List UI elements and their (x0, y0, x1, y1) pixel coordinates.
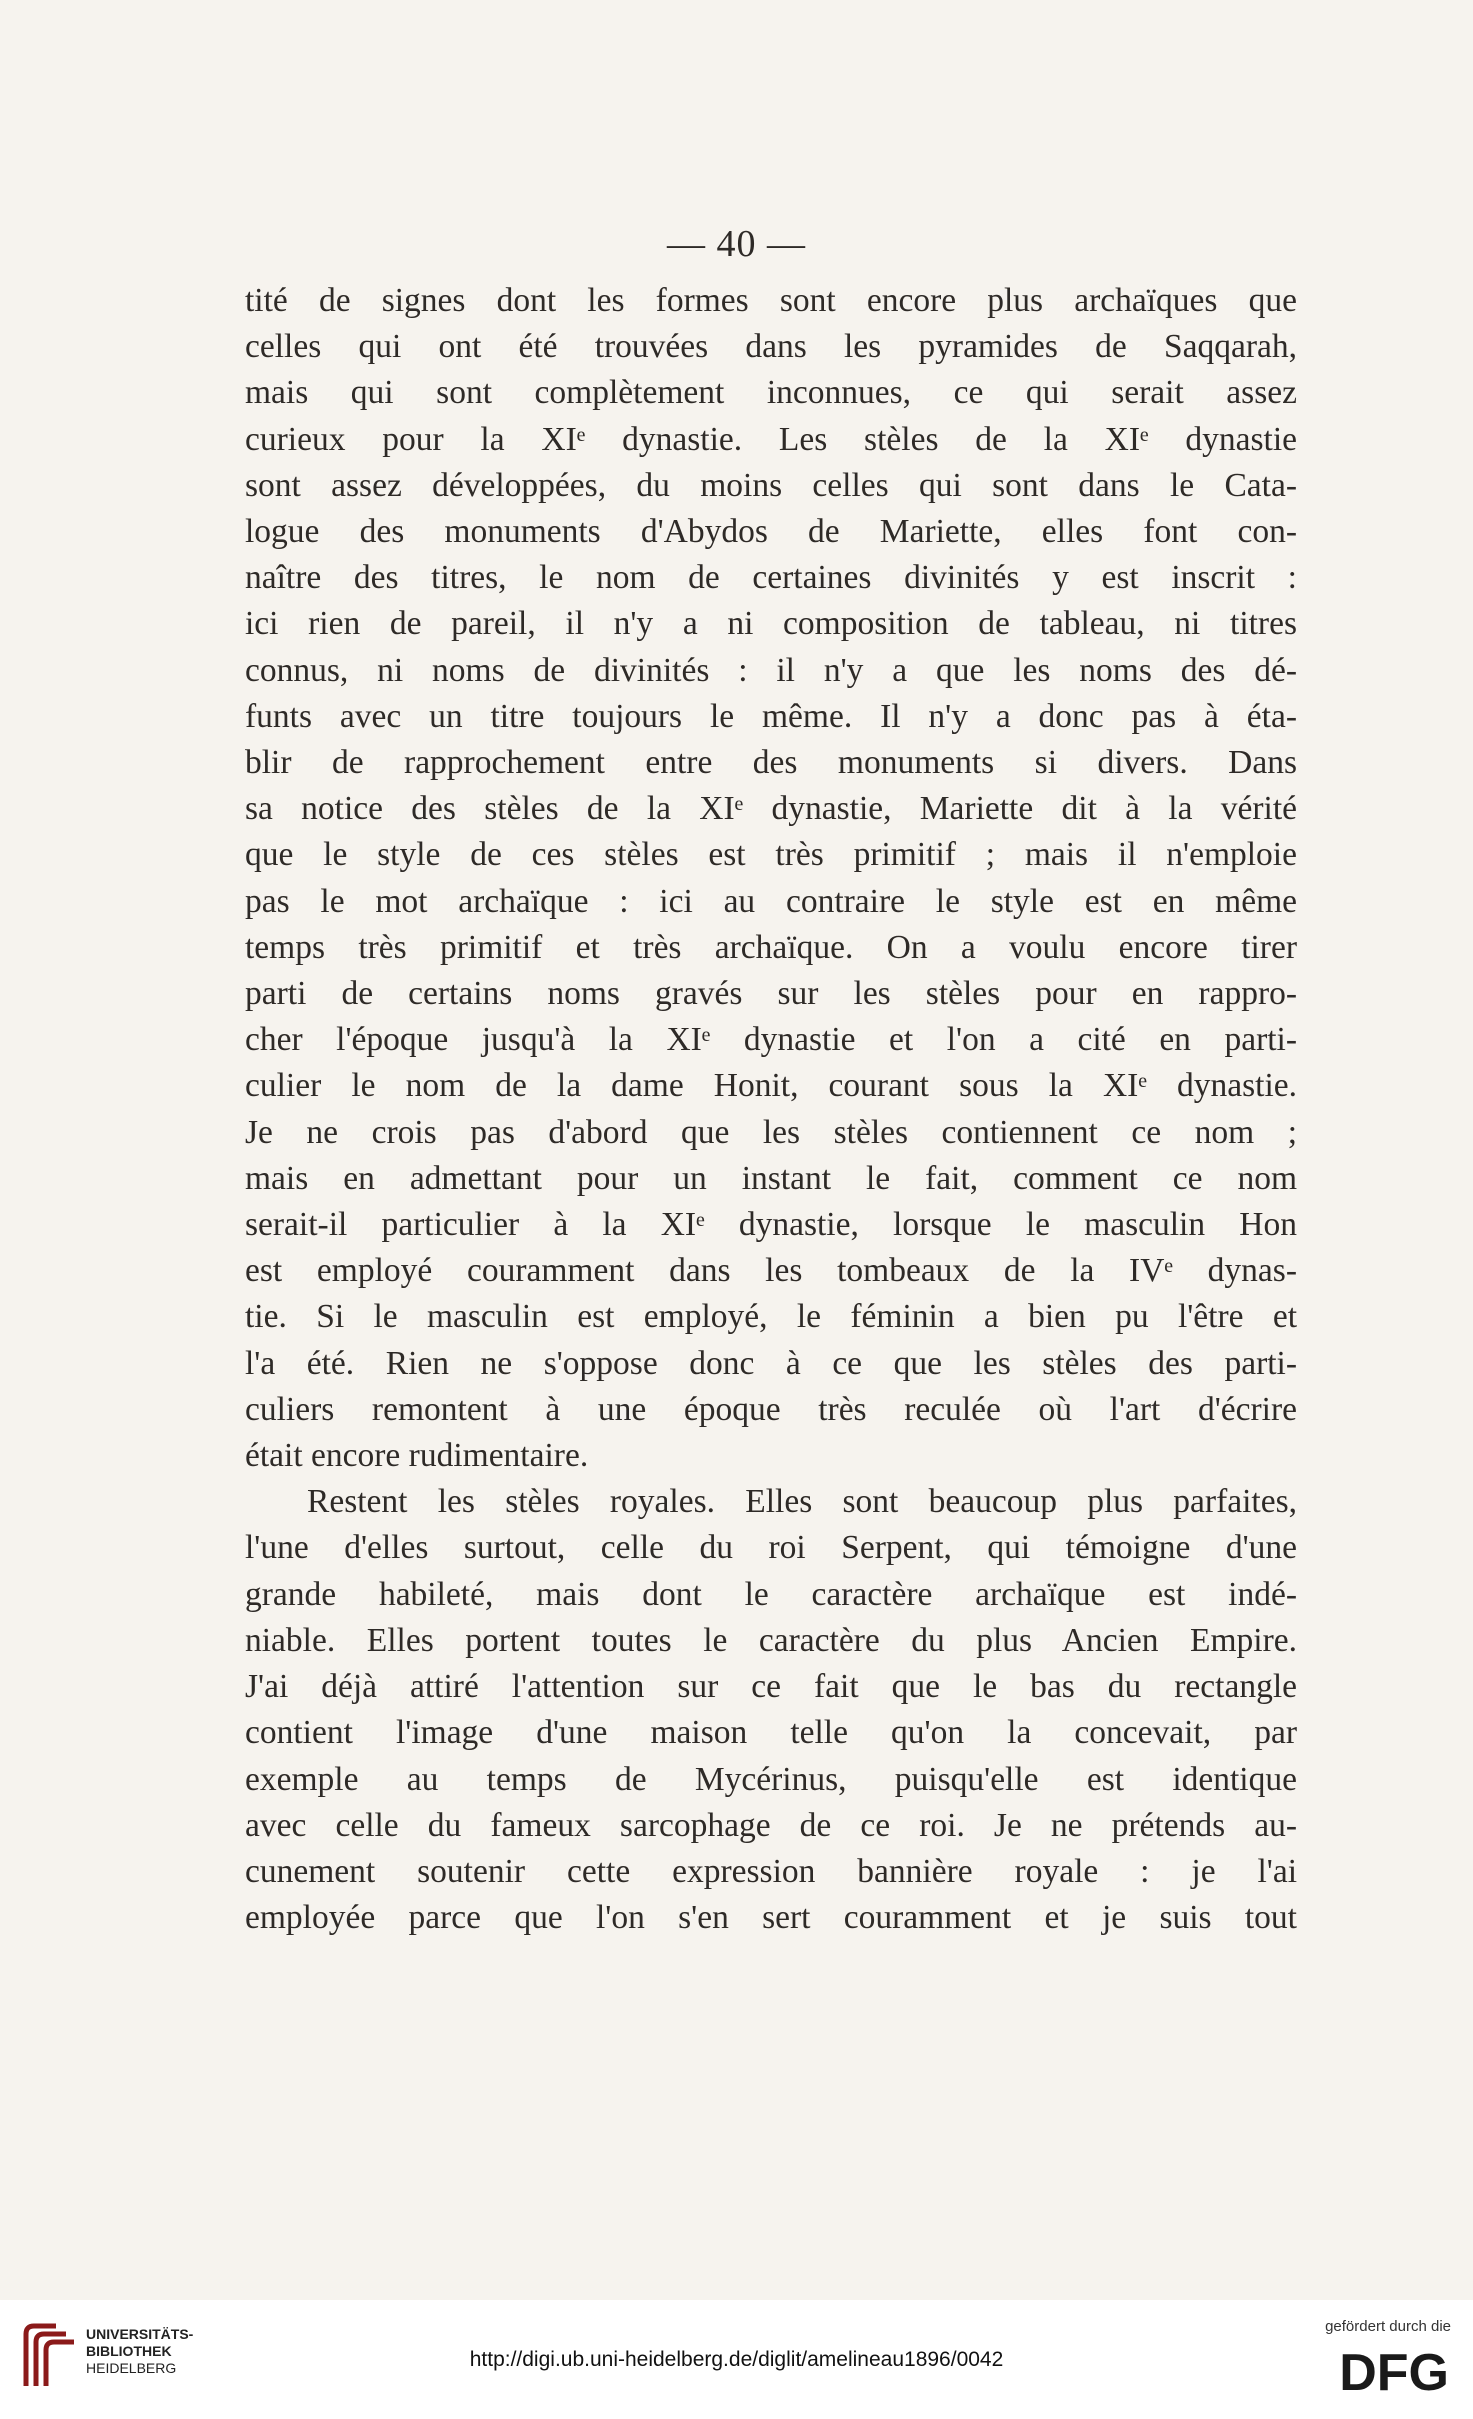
text-line: connus, ni noms de divinités : il n'y a que les noms des dé- (245, 651, 1297, 689)
text-line: que le style de ces stèles est très primitif ; mais il n'emploie (245, 836, 1297, 874)
library-name-line: UNIVERSITÄTS- (86, 2326, 194, 2342)
page-number: — 40 — (667, 223, 806, 265)
text-line: J'ai déjà attiré l'attention sur ce fait que le bas du rectangle (245, 1668, 1297, 1706)
text-line: cunement soutenir cette expression bannière royale : je l'ai (245, 1852, 1297, 1890)
library-name-line: BIBLIOTHEK (86, 2343, 172, 2359)
text-line: exemple au temps de Mycérinus, puisqu'elle est identique (245, 1760, 1297, 1798)
text-line: tie. Si le masculin est employé, le féminin a bien pu l'être et (245, 1298, 1297, 1336)
text-line: Je ne crois pas d'abord que les stèles contiennent ce nom ; (245, 1113, 1297, 1151)
text-line: tité de signes dont les formes sont encore plus archaïques que (245, 282, 1297, 319)
text-line: temps très primitif et très archaïque. On a voulu encore tirer (245, 928, 1297, 966)
text-line: culier le nom de la dame Honit, courant sous la XIᵉ dynastie. (245, 1067, 1297, 1105)
text-line: l'a été. Rien ne s'oppose donc à ce que les stèles des parti- (245, 1344, 1297, 1382)
text-line: grande habileté, mais dont le caractère archaïque est indé- (245, 1575, 1297, 1613)
text-line: l'une d'elles surtout, celle du roi Serpent, qui témoigne d'une (245, 1529, 1297, 1567)
source-url-link[interactable]: http://digi.ub.uni-heidelberg.de/diglit/amelineau1896/0042 (469, 2348, 1004, 2371)
text-line: cher l'époque jusqu'à la XIᵉ dynastie et l'on a cité en parti- (245, 1021, 1297, 1059)
text-line: avec celle du fameux sarcophage de ce roi. Je ne prétends au- (245, 1806, 1297, 1844)
text-line: parti de certains noms gravés sur les stèles pour en rappro- (245, 975, 1297, 1013)
dfg-logo-text: DFG (1339, 2344, 1449, 2398)
text-line: pas le mot archaïque : ici au contraire le style est en même (245, 882, 1297, 920)
text-line: sa notice des stèles de la XIᵉ dynastie, Mariette dit à la vérité (245, 790, 1297, 828)
text-line: serait-il particulier à la XIᵉ dynastie, lorsque le masculin Hon (245, 1206, 1297, 1244)
footer-bar (0, 2300, 1473, 2419)
text-line: ici rien de pareil, il n'y a ni composition de tableau, ni titres (245, 605, 1297, 643)
text-line: employée parce que l'on s'en sert couramment et je suis tout (245, 1899, 1297, 1937)
text-line: culiers remontent à une époque très reculée où l'art d'écrire (245, 1390, 1297, 1428)
funded-by-label: gefördert durch die (1325, 2318, 1451, 2335)
text-line: curieux pour la XIᵉ dynastie. Les stèles de la XIᵉ dynastie (245, 420, 1297, 458)
text-line: blir de rapprochement entre des monuments si divers. Dans (245, 744, 1297, 782)
text-line: logue des monuments d'Abydos de Mariette, elles font con- (245, 513, 1297, 551)
text-line: mais qui sont complètement inconnues, ce qui serait assez (245, 374, 1297, 412)
text-line: celles qui ont été trouvées dans les pyramides de Saqqarah, (245, 328, 1297, 366)
text-line: Restent les stèles royales. Elles sont beaucoup plus parfaites, (307, 1483, 1297, 1521)
dfg-logo-icon (1321, 2340, 1451, 2398)
text-line: est employé couramment dans les tombeaux de la IVᵉ dynas- (245, 1252, 1297, 1290)
text-line: mais en admettant pour un instant le fait, comment ce nom (245, 1159, 1297, 1197)
text-line: sont assez développées, du moins celles qui sont dans le Cata- (245, 466, 1297, 504)
body-text (245, 278, 1297, 1941)
text-line: était encore rudimentaire. (245, 1437, 589, 1475)
text-line: contient l'image d'une maison telle qu'on la concevait, par (245, 1714, 1297, 1752)
text-line: funts avec un titre toujours le même. Il n'y a donc pas à éta- (245, 697, 1297, 735)
text-line: niable. Elles portent toutes le caractère du plus Ancien Empire. (245, 1621, 1297, 1659)
text-line: naître des titres, le nom de certaines divinités y est inscrit : (245, 559, 1297, 597)
library-name-line: HEIDELBERG (86, 2360, 177, 2376)
